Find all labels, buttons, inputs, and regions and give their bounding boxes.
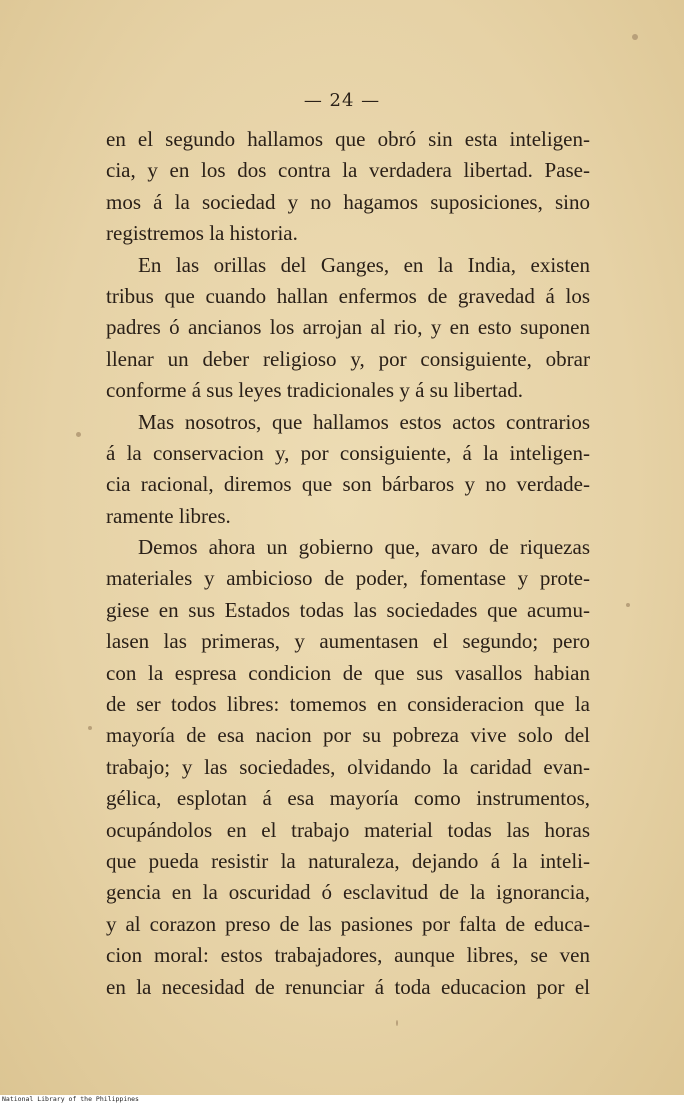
text-line: gencia en la oscuridad ó esclavitud de la ignorancia, <box>106 880 590 905</box>
paper-speck <box>626 603 630 607</box>
text-line: con la espresa condicion de que sus vasallos habian <box>106 660 590 685</box>
paper-speck <box>632 34 638 40</box>
text-line: en la necesidad de renunciar á toda educacion por el <box>106 974 590 999</box>
text-line: de ser todos libres: tomemos en consideracion que la <box>106 692 590 717</box>
text-line: que pueda resistir la naturaleza, dejando á la inteli- <box>106 848 590 873</box>
text-line: cion moral: estos trabajadores, aunque libres, se ven <box>106 943 590 968</box>
paper-speck <box>396 1020 398 1026</box>
text-line: ocupándolos en el trabajo material todas las horas <box>106 817 590 842</box>
library-credit: National Library of the Philippines <box>2 1095 139 1103</box>
text-line: mos á la sociedad y no hagamos suposiciones, sino <box>106 189 590 214</box>
text-line: En las orillas del Ganges, en la India, existen <box>138 252 590 277</box>
body-text <box>106 124 590 1003</box>
text-line: materiales y ambicioso de poder, fomentase y prote- <box>106 566 590 591</box>
text-line: padres ó ancianos los arrojan al rio, y en esto suponen <box>106 315 590 340</box>
paper-speck <box>76 432 81 437</box>
text-line: en el segundo hallamos que obró sin esta inteligen- <box>106 127 590 151</box>
text-line: Mas nosotros, que hallamos estos actos contrarios <box>138 409 590 434</box>
text-line: ramente libres. <box>106 503 231 528</box>
text-line: lasen las primeras, y aumentasen el segundo; pero <box>106 629 590 654</box>
text-line: mayoría de esa nacion por su pobreza vive solo del <box>106 723 590 748</box>
text-line: cia racional, diremos que son bárbaros y no verdade- <box>106 472 590 497</box>
paper-speck <box>88 726 92 730</box>
text-line: giese en sus Estados todas las sociedades que acumu- <box>106 597 590 622</box>
text-line: y al corazon preso de las pasiones por falta de educa- <box>106 911 590 936</box>
text-line: llenar un deber religioso y, por consiguiente, obrar <box>106 346 590 371</box>
text-line: Demos ahora un gobierno que, avaro de riquezas <box>138 535 590 560</box>
text-line: trabajo; y las sociedades, olvidando la caridad evan- <box>106 754 590 779</box>
text-line: gélica, esplotan á esa mayoría como instrumentos, <box>106 786 590 811</box>
text-line: tribus que cuando hallan enfermos de gravedad á los <box>106 283 590 308</box>
text-line: cia, y en los dos contra la verdadera libertad. Pase- <box>106 158 590 183</box>
page-number: — 24 — <box>303 90 381 111</box>
text-line: conforme á sus leyes tradicionales y á su libertad. <box>106 378 523 403</box>
text-line: registremos la historia. <box>106 221 298 246</box>
text-line: á la conservacion y, por consiguiente, á la inteligen- <box>106 440 590 465</box>
